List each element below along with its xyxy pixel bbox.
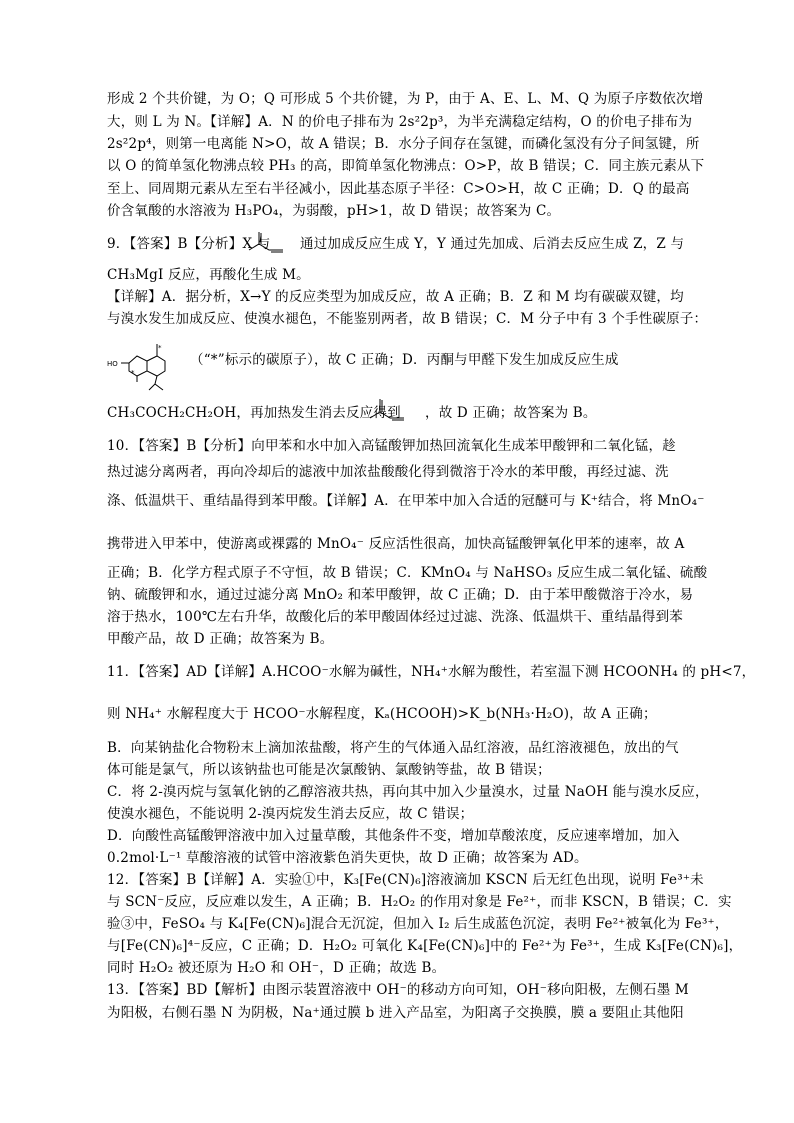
text-line: 同时 H₂O₂ 被还原为 H₂O 和 OH⁻，D 正确；故选 B。 [107, 960, 446, 976]
text-line: 通过加成反应生成 Y，Y 通过先加成、后消去反应生成 Z，Z 与 [300, 236, 685, 252]
butenone-structure [247, 230, 307, 256]
text-line: 溶于热水，100℃左右升华，故酸化后的苯甲酸固体经过过滤、洗涤、低温烘干、重结晶得到苯 [107, 609, 683, 625]
text-line: 则 NH₄⁺ 水解程度大于 HCOO⁻水解程度，Kₐ(HCOOH)>K_b(NH₃·H₂O)，故 A 正确； [107, 706, 657, 722]
text-line: D．向酸性高锰酸钾溶液中加入过量草酸，其他条件不变，增加草酸浓度，反应速率增加，加入 [107, 828, 680, 844]
text-line: 钠、硫酸钾和水，通过过滤分离 MnO₂ 和苯甲酸钾，故 C 正确；D．由于苯甲酸微溶于冷水，易 [107, 587, 694, 603]
svg-text:HO: HO [107, 360, 118, 368]
text-line: 价含氧酸的水溶液为 H₃PO₄，为弱酸，pH>1，故 D 错误；故答案为 C。 [107, 203, 561, 219]
text-line: 13．【答案】BD【解析】由图示装置溶液中 OH⁻的移动方向可知，OH⁻移向阳极，左侧石墨 M [107, 982, 689, 998]
text-line: 验③中，FeSO₄ 与 K₄[Fe(CN)₆]混合无沉淀，但加入 I₂ 后生成蓝色沉淀，表明 Fe²⁺被氧化为 Fe³⁺， [107, 916, 729, 932]
text-line: （“*”标示的碳原子），故 C 正确；D．丙酮与甲醛下发生加成反应生成 [190, 352, 619, 368]
text-line: 甲酸产品，故 D 正确；故答案为 B。 [107, 631, 334, 647]
text-line: 至上、同周期元素从左至右半径减小，因此基态原子半径：C>O>H，故 C 正确；D．Q 的最高 [107, 181, 690, 197]
text-line: ，故 D 正确；故答案为 B。 [425, 405, 597, 421]
text-line: 热过滤分离两者，再向冷却后的滤液中加浓盐酸酸化得到微溶于冷水的苯甲酸，再经过滤、洗 [107, 464, 669, 480]
text-line: 以 O 的简单氢化物沸点较 PH₃ 的高，即简单氢化物沸点：O>P，故 B 错误；C．同主族元素从下 [107, 158, 705, 174]
text-line: 与溴水发生加成反应、使溴水褪色，不能鉴别两者，故 B 错误；C．M 分子中有 3 个手性碳原子： [107, 311, 708, 327]
text-line: 0.2mol·L⁻¹ 草酸溶液的试管中溶液紫色消失更快，故 D 正确；故答案为 AD。 [107, 850, 588, 866]
text-line: 形成 2 个共价键，为 O；Q 可形成 5 个共价键，为 P，由于 A、E、L、M、Q 为原子序数依次增 [107, 91, 704, 107]
text-line: 2s²2p⁴，则第一电离能 N>O，故 A 错误；B．水分子间存在氢键，而磷化氢没有分子间氢键，所 [107, 136, 700, 152]
text-line: 12．【答案】B【详解】A．实验①中，K₃[Fe(CN)₆]溶液滴加 KSCN 后无红色出现，说明 Fe³⁺未 [107, 872, 704, 888]
text-line: 为阳极，右侧石墨 N 为阴极，Na⁺通过膜 b 进入产品室，为阳离子交换膜，膜 a 要阻止其他阳 [107, 1005, 684, 1021]
text-line: 正确；B．化学方程式原子不守恒，故 B 错误；C．KMnO₄ 与 NaHSO₃ 反应生成二氧化锰、硫酸 [107, 565, 708, 581]
text-line: C．将 2-溴丙烷与氢氧化钠的乙醇溶液共热，再向其中加入少量溴水，过量 NaOH 能与溴水反应， [107, 784, 709, 800]
butenone-structure-product [368, 396, 428, 424]
text-line: 大，则 L 为 N。【详解】A．N 的价电子排布为 2s²2p³，为半充满稳定结构，O 的价电子排布为 [107, 114, 693, 130]
text-line: 与[Fe(CN)₆]⁴⁻反应，C 正确；D．H₂O₂ 可氧化 K₄[Fe(CN)₆]中的 Fe²⁺为 Fe³⁺，生成 K₃[Fe(CN)₆]， [107, 938, 743, 954]
text-line: 9．【答案】B【分析】X 与 [107, 236, 271, 252]
text-line: 携带进入甲苯中，使游离或裸露的 MnO₄⁻ 反应活性很高，加快高锰酸钾氧化甲苯的速率，故 A [107, 536, 685, 552]
text-line: 使溴水褪色，不能说明 2-溴丙烷发生消去反应，故 C 错误； [107, 806, 474, 822]
text-line: 10．【答案】B【分析】向甲苯和水中加入高锰酸钾加热回流氧化生成苯甲酸钾和二氧化锰，趁 [107, 438, 676, 454]
text-line: B．向某钠盐化合物粉末上滴加浓盐酸，将产生的气体通入品红溶液，品红溶液褪色，放出的气 [107, 740, 679, 756]
svg-text:*: * [158, 344, 162, 352]
text-line: 体可能是氯气，所以该钠盐也可能是次氯酸钠、氯酸钠等盐，故 B 错误； [107, 762, 551, 778]
text-line: CH₃COCH₂CH₂OH，再加热发生消去反应得到 [107, 405, 401, 421]
text-line: CH₃MgI 反应，再酸化生成 M。 [107, 267, 310, 283]
molecule-m-structure [107, 338, 187, 393]
svg-text:*: * [131, 369, 135, 377]
text-line: 11．【答案】AD【详解】A.HCOO⁻水解为碱性，NH₄⁺水解为酸性，若室温下测 HCOONH₄ 的 pH<7， [107, 664, 756, 680]
text-line: 【详解】A．据分析，X→Y 的反应类型为加成反应，故 A 正确；B．Z 和 M 均有碳碳双键，均 [107, 289, 684, 305]
text-line: 与 SCN⁻反应，反应难以发生，A 正确；B．H₂O₂ 的作用对象是 Fe²⁺，而非 KSCN，B 错误；C．实 [107, 894, 732, 910]
text-line: 涤、低温烘干、重结晶得到苯甲酸。【详解】A．在甲苯中加入合适的冠醚可与 K⁺结合，将 MnO₄⁻ [107, 493, 705, 509]
